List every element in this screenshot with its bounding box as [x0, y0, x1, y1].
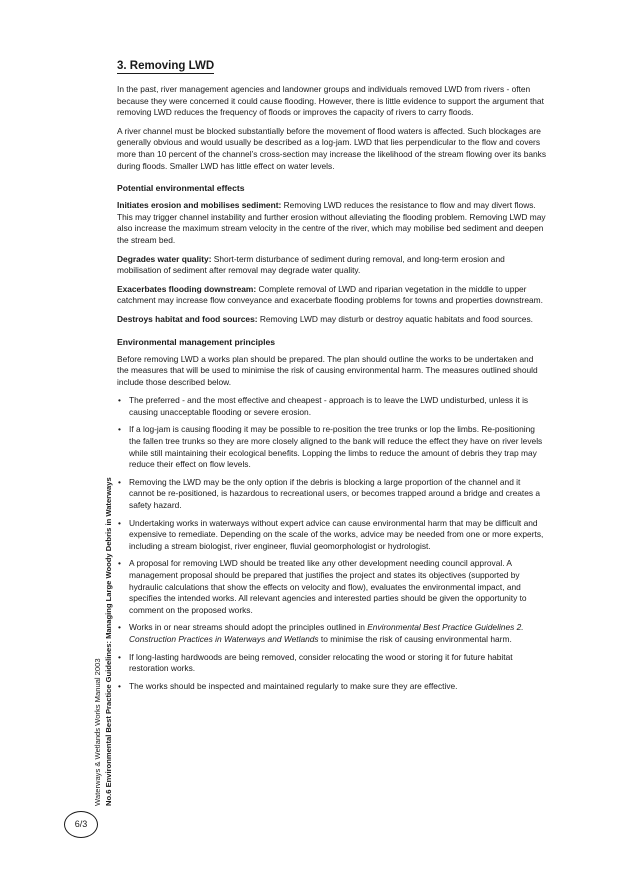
- effect-term: Degrades water quality:: [117, 253, 212, 264]
- bullet-icon: •: [118, 651, 121, 662]
- sidebar-guideline-title: No.6 Environmental Best Practice Guidelines: Managing Large Woody Debris in Waterways: [103, 477, 113, 806]
- effect-text: Removing LWD reduces the resistance to flow and may divert flows. This may trigger channel instability and further erosion without alleviating the flooding problem. Removing LWD may also increase the maximum stream velocity in the centre of the river, which may mobilise bed sediment and deepen the stream bed.: [117, 200, 546, 245]
- effect-paragraph: [117, 254, 547, 277]
- effect-text: Complete removal of LWD and riparian vegetation in the middle to upper catchment may increase flow conveyance and exacerbate flooding problems for towns and properties downstream.: [117, 283, 543, 306]
- bullet-icon: •: [118, 395, 121, 406]
- effect-paragraph: [117, 284, 547, 307]
- bullet-icon: •: [118, 517, 121, 528]
- page-content: [117, 56, 547, 698]
- intro-paragraph: In the past, river management agencies and landowner groups and individuals removed LWD from rivers - often because they were concerned it could cause flooding. However, there is little evidence to support the argument that removing LWD reduces the frequency of floods or improves the capacity of rivers to carry floods.: [117, 84, 544, 118]
- effect-text: Removing LWD may disturb or destroy aquatic habitats and food sources.: [257, 313, 533, 324]
- guideline-reference: Environmental Best Practice Guidelines 2. Construction Practices in Waterways and Wetlands: [129, 622, 524, 644]
- sidebar-running-title: [93, 466, 125, 806]
- principles-heading: Environmental management principles: [117, 336, 276, 347]
- principles-intro: Before removing LWD a works plan should be prepared. The plan should outline the works to be undertaken and the measures that will be used to minimise the risk of causing environmental harm. The measures outlined should include those described below.: [117, 353, 538, 387]
- intro-paragraph: A river channel must be blocked substantially before the movement of flood waters is affected. Such blockages are generally obvious and would usually be described as a log-jam. LWD that lies perpendicular to the flow and covers more than 10 percent of the channel’s cross-section may increase the likelihood of the stream flowing over its banks during floods. Smaller LWD has little effect on water levels.: [117, 125, 547, 171]
- list-item: • Removing the LWD may be the only option if the debris is blocking a large proportion of the channel and it cannot be re-positioned, is hazardous to recreational users, or becomes trapped around a bridge and creates a safety hazard.: [118, 476, 541, 511]
- list-item: • A proposal for removing LWD should be treated like any other development needing council approval. A management proposal should be prepared that justifies the project and states its objectives (supported by hydraulic calculations that show the effects on velocity and flow), evaluates the environmental impact, and specifies the intended works. All relevant agencies and interested parties should be given the opportunity to comment on the proposed works.: [118, 558, 527, 615]
- effect-text: Short-term disturbance of sediment during removal, and long-term erosion and mobilisation of sediment after removal may degrade water quality.: [117, 253, 505, 276]
- principles-list: [117, 395, 547, 692]
- effect-term: Destroys habitat and food sources:: [117, 313, 258, 324]
- list-item: • Works in or near streams should adopt the principles outlined in Environmental Best Practice Guidelines 2. Construction Practices in Waterways and Wetlands to minimise the risk of causing environmental harm.: [118, 622, 524, 644]
- effect-term: Exacerbates flooding downstream:: [117, 283, 257, 294]
- effect-paragraph: [117, 314, 547, 326]
- list-item: • If long-lasting hardwoods are being removed, consider relocating the wood or storing it for future habitat restoration works.: [118, 651, 513, 674]
- bullet-icon: •: [118, 476, 121, 487]
- list-item: • Undertaking works in waterways without expert advice can cause environmental harm that may be difficult and expensive to remediate. Depending on the scale of the works, advice may be needed from one or more experts, including a stream biologist, river engineer, fluvial geomorphologist or hydrologist.: [118, 517, 544, 551]
- sidebar-manual-title: Waterways & Wetlands Works Manual 2003: [93, 658, 102, 806]
- effects-heading: Potential environmental effects: [117, 183, 245, 194]
- effect-paragraph: [117, 200, 547, 246]
- bullet-icon: •: [118, 622, 121, 633]
- list-item: • If a log-jam is causing flooding it may be possible to re-position the tree trunks or lop the limbs. Re-positioning the fallen tree trunks so they are more closely aligned to the bank will reduce the effect they have on river levels while still maintaining their ecological benefits. Lopping the limbs to reduce the amount of debris they trap may reduce their effect on flow levels.: [118, 424, 543, 470]
- effect-term: Initiates erosion and mobilises sediment:: [117, 200, 282, 211]
- page-number: 6/3: [64, 811, 98, 838]
- list-item: • The preferred - and the most effective and cheapest - approach is to leave the LWD undisturbed, unless it is causing unacceptable flooding or severe erosion.: [118, 395, 529, 417]
- bullet-icon: •: [118, 558, 121, 569]
- bullet-icon: •: [118, 680, 121, 691]
- section-title: 3. Removing LWD: [117, 60, 215, 72]
- bullet-icon: •: [118, 424, 121, 435]
- list-item: • The works should be inspected and maintained regularly to make sure they are effective.: [118, 680, 458, 691]
